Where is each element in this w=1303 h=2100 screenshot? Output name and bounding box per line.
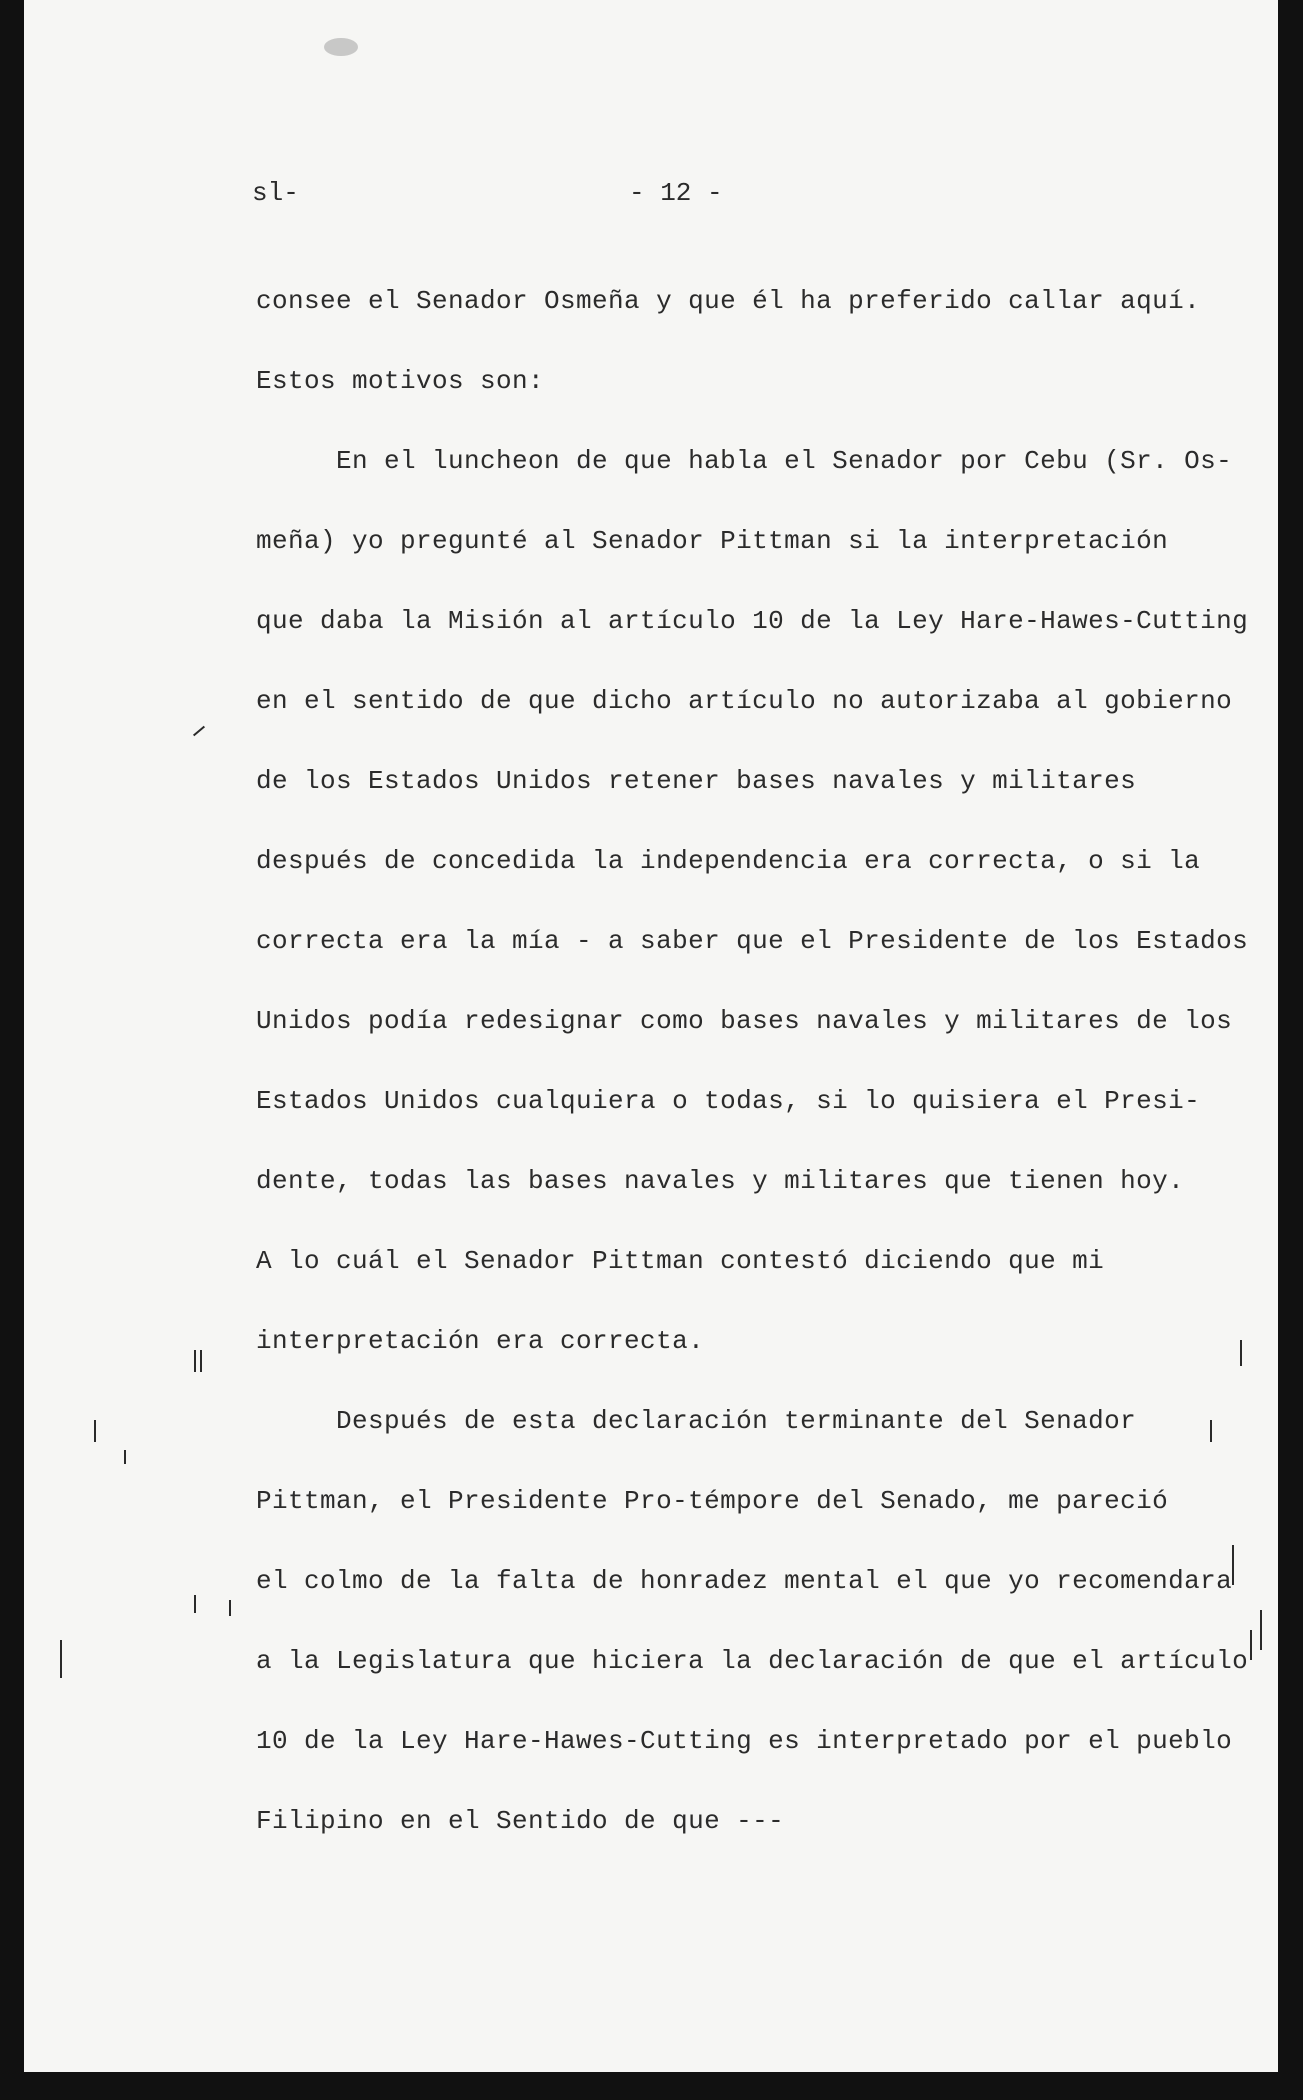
text-line: Después de esta declaración terminante del Senador — [256, 1406, 1137, 1436]
document-page — [24, 0, 1278, 2072]
text-line: Filipino en el Sentido de que --- — [256, 1806, 785, 1836]
text-line: Estados Unidos cualquiera o todas, si lo quisiera el Presi- — [256, 1086, 1201, 1116]
margin-tick — [194, 1595, 196, 1613]
text-line: meña) yo pregunté al Senador Pittman si la interpretación — [256, 526, 1169, 556]
text-line: en el sentido de que dicho artículo no autorizaba al gobierno — [256, 686, 1233, 716]
text-line: 10 de la Ley Hare-Hawes-Cutting es interpretado por el pueblo — [256, 1726, 1233, 1756]
text-line: correcta era la mía - a saber que el Presidente de los Estados — [256, 926, 1249, 956]
margin-tick — [60, 1640, 62, 1678]
text-line: interpretación era correcta. — [256, 1326, 705, 1356]
text-line: el colmo de la falta de honradez mental el que yo recomendara — [256, 1566, 1233, 1596]
margin-tick — [194, 1350, 196, 1372]
text-line: dente, todas las bases navales y militares que tienen hoy. — [256, 1166, 1185, 1196]
text-line: Unidos podía redesignar como bases navales y militares de los — [256, 1006, 1233, 1036]
margin-tick — [229, 1600, 231, 1616]
text-line: consee el Senador Osmeña y que él ha preferido callar aquí. — [256, 286, 1201, 316]
margin-tick — [200, 1350, 202, 1372]
text-line: de los Estados Unidos retener bases navales y militares — [256, 766, 1137, 796]
text-line: a la Legislatura que hiciera la declaración de que el artículo — [256, 1646, 1249, 1676]
margin-tick — [124, 1450, 126, 1464]
text-line: que daba la Misión al artículo 10 de la Ley Hare-Hawes-Cutting — [256, 606, 1249, 636]
text-line: Estos motivos son: — [256, 366, 545, 396]
margin-tick — [193, 726, 205, 737]
margin-tick — [94, 1420, 96, 1442]
page-label: sl- — [252, 178, 299, 208]
scan-speck — [324, 38, 358, 56]
text-line: Pittman, el Presidente Pro-témpore del Senado, me pareció — [256, 1486, 1169, 1516]
document-body — [256, 286, 1256, 1846]
margin-tick — [1260, 1610, 1262, 1650]
text-line: A lo cuál el Senador Pittman contestó diciendo que mi — [256, 1246, 1105, 1276]
page-number: - 12 - — [629, 178, 723, 208]
text-line: después de concedida la independencia era correcta, o si la — [256, 846, 1201, 876]
text-line: En el luncheon de que habla el Senador por Cebu (Sr. Os- — [256, 446, 1233, 476]
